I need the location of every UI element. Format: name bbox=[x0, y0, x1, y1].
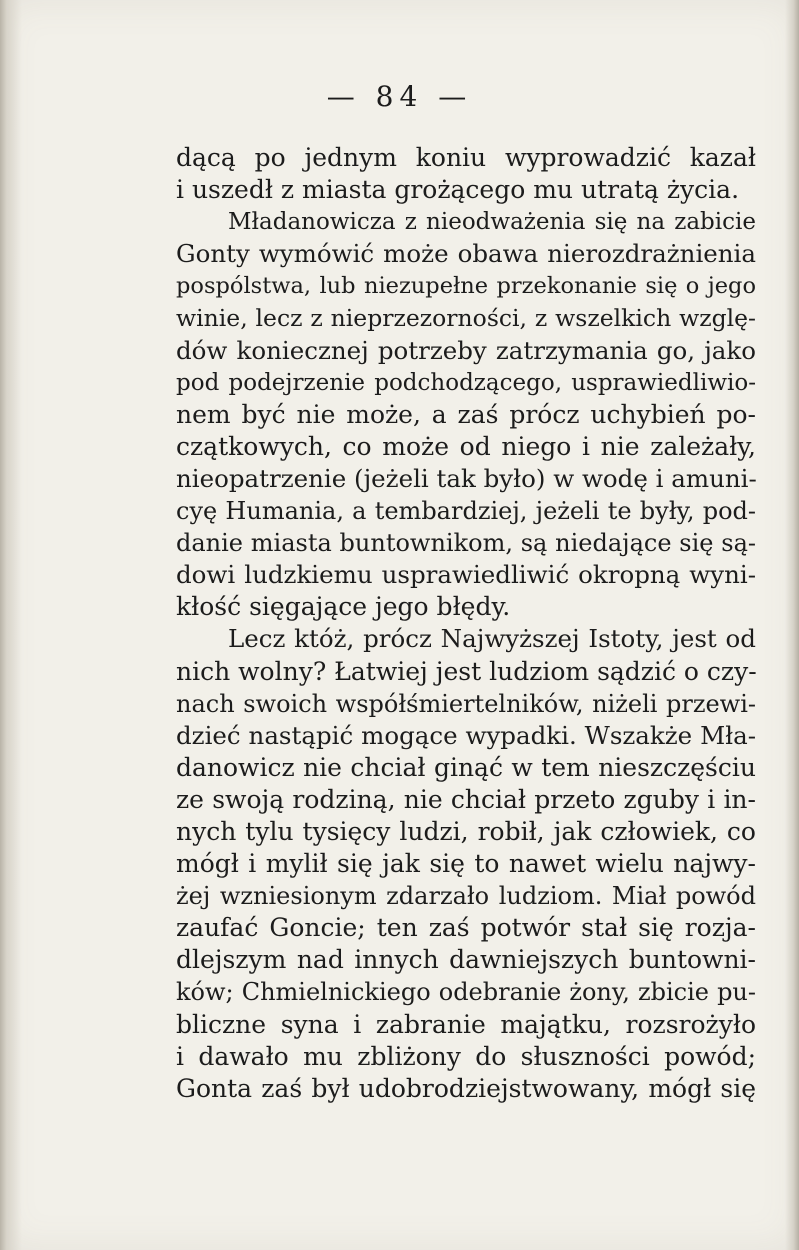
body-text bbox=[176, 142, 756, 1105]
text-line: ze swoją rodziną, nie chciał przeto zguby i in- bbox=[176, 784, 756, 814]
text-line: cyę Humania, a tembardziej, jeżeli te były, pod- bbox=[176, 497, 756, 526]
text-line: dów koniecznej potrzeby zatrzymania go, jako bbox=[176, 335, 756, 365]
text-line: nych tylu tysięcy ludzi, robił, jak człowiek, co bbox=[176, 816, 756, 846]
text-line: winie, lecz z nieprzezorności, z wszelkich wzglę- bbox=[176, 304, 756, 333]
text-line: zaufać Goncie; ten zaś potwór stał się rozja- bbox=[176, 913, 756, 943]
text-line: czątkowych, co może od niego i nie zależały, bbox=[176, 431, 756, 461]
text-line: mógł i mylił się jak się to nawet wielu najwy- bbox=[176, 849, 756, 879]
text-line: ków; Chmielnickiego odebranie żony, zbicie pu- bbox=[176, 978, 756, 1007]
text-line: Lecz któż, prócz Najwyższej Istoty, jest od bbox=[228, 624, 756, 654]
text-line: dlejszym nad innych dawniejszych buntowni- bbox=[176, 945, 756, 975]
text-line: Mładanowicza z nieodważenia się na zabicie bbox=[228, 209, 756, 236]
text-line: Gonty wymówić może obawa nierozdrażnienia bbox=[176, 239, 756, 269]
page-number: — 84 — bbox=[326, 80, 473, 113]
text-line: bliczne syna i zabranie majątku, rozsrożyło bbox=[176, 1009, 756, 1039]
text-line: dzieć nastąpić mogące wypadki. Wszakże Mła- bbox=[176, 720, 756, 750]
page-left-edge bbox=[0, 0, 22, 1250]
text-line: żej wzniesionym zdarzało ludziom. Miał powód bbox=[176, 882, 756, 911]
text-line: danie miasta buntownikom, są niedające się są- bbox=[176, 529, 756, 558]
text-line: nich wolny? Łatwiej jest ludziom sądzić o czy- bbox=[176, 656, 757, 686]
text-line: nem być nie może, a zaś prócz uchybień po- bbox=[176, 399, 756, 429]
text-line: nieopatrzenie (jeżeli tak było) w wodę i amuni- bbox=[176, 463, 757, 493]
text-line: Gonta zaś był udobrodziejstwowany, mógł się bbox=[176, 1073, 756, 1103]
text-line: kłość sięgające jego błędy. bbox=[176, 592, 511, 622]
page-right-edge bbox=[785, 0, 799, 1250]
text-line: i uszedł z miasta grożącego mu utratą życia. bbox=[176, 175, 740, 205]
text-line: dącą po jednym koniu wyprowadzić kazał bbox=[176, 143, 756, 172]
text-line: dowi ludzkiemu usprawiedliwić okropną wyni- bbox=[176, 560, 756, 590]
text-line: pod podejrzenie podchodzącego, usprawiedliwio- bbox=[176, 369, 756, 396]
text-line: nach swoich współśmiertelników, niżeli przewi- bbox=[176, 689, 756, 718]
text-line: i dawało mu zbliżony do słuszności powód; bbox=[176, 1041, 756, 1071]
text-line: danowicz nie chciał ginąć w tem nieszczęściu bbox=[176, 752, 756, 782]
text-line: pospólstwa, lub niezupełne przekonanie się o jego bbox=[176, 273, 756, 300]
